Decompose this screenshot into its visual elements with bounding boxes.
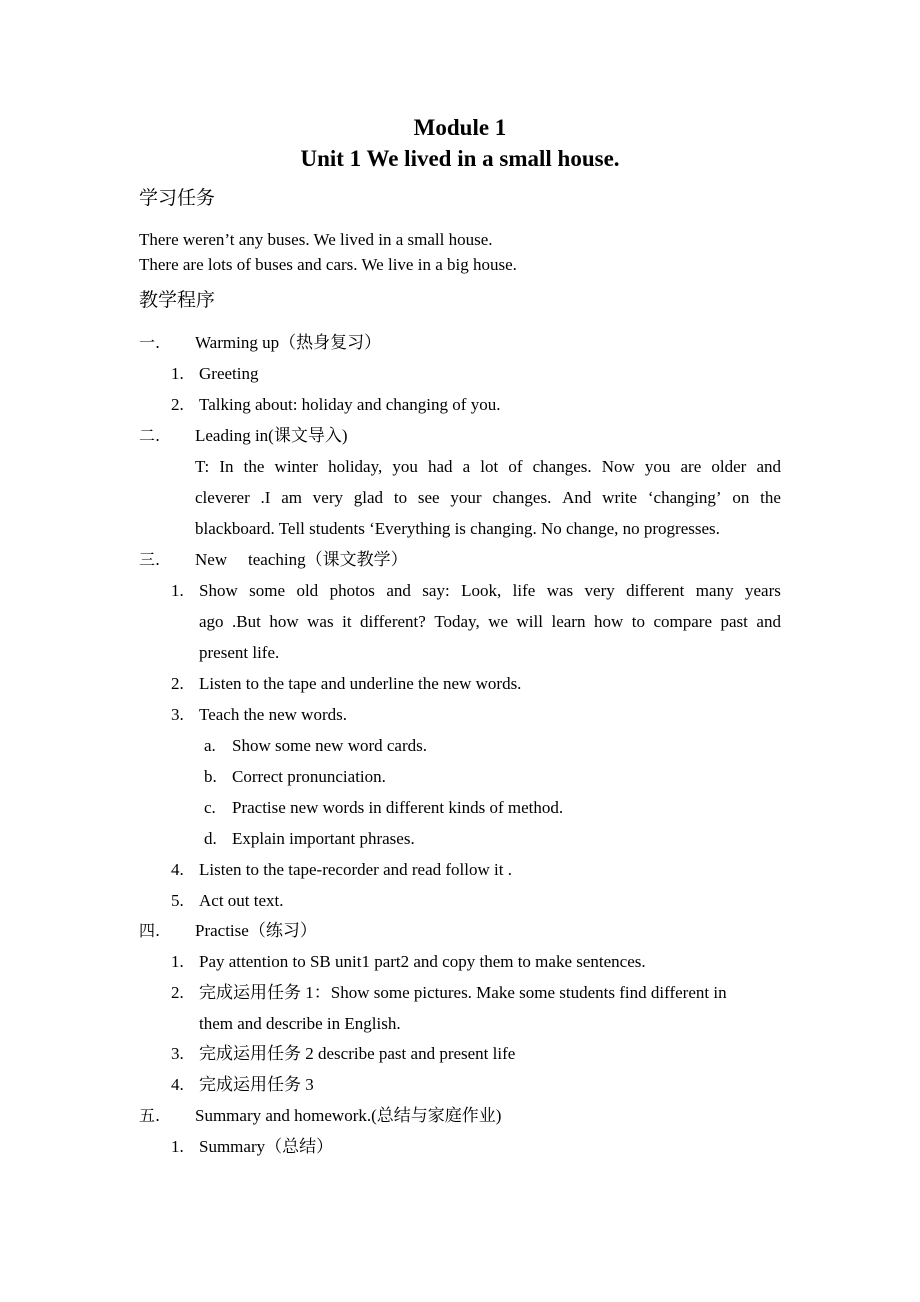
paragraph-line: blackboard. Tell students ‘Everything is changing. No change, no progresses. (195, 519, 720, 538)
section-marker: 三. (139, 550, 161, 569)
word: glad (353, 488, 384, 507)
list-item: 完成运用任务 3 (199, 1075, 314, 1094)
word: will (516, 612, 543, 631)
word: old (296, 581, 319, 600)
item-number: 2. (171, 395, 184, 414)
list-item: Summary（总结） (199, 1137, 334, 1156)
word: how (269, 612, 299, 631)
word: years (744, 581, 781, 600)
list-item-line: them and describe in English. (199, 1014, 401, 1033)
item-number: 3. (171, 1044, 184, 1063)
item-number: 3. (171, 705, 184, 724)
sub-item: Correct pronunciation. (232, 767, 386, 786)
list-item: Teach the new words. (199, 705, 347, 724)
word: are (680, 457, 702, 476)
section-title-part: New (195, 550, 228, 569)
word: write (602, 488, 638, 507)
word: past (720, 612, 748, 631)
section-marker: 五. (139, 1106, 161, 1125)
paragraph-line (195, 455, 781, 479)
word: Show (199, 581, 238, 600)
word: very (584, 581, 615, 600)
procedure-heading: 教学程序 (139, 289, 216, 311)
section-title: Leading in(课文导入) (195, 426, 348, 445)
list-item: Act out text. (199, 891, 284, 910)
section-marker: 二. (139, 426, 161, 445)
word: you (392, 457, 418, 476)
list-item: Listen to the tape and underline the new words. (199, 674, 522, 693)
item-number: 5. (171, 891, 184, 910)
word: some (249, 581, 286, 600)
word: learn (551, 612, 586, 631)
word: see (417, 488, 440, 507)
item-number: 4. (171, 860, 184, 879)
section-marker: 一. (139, 333, 161, 352)
section-title: Practise（练习） (195, 921, 317, 940)
sub-item: Explain important phrases. (232, 829, 415, 848)
sub-item-letter: b. (204, 767, 217, 786)
word: winter (274, 457, 318, 476)
word: you (644, 457, 671, 476)
word: In (219, 457, 234, 476)
list-item-line (199, 610, 781, 634)
word: am (281, 488, 302, 507)
word: life (512, 581, 536, 600)
list-item-line (199, 579, 781, 603)
word: Today, (434, 612, 480, 631)
word: we (488, 612, 509, 631)
word: Now (601, 457, 635, 476)
word: and (386, 581, 411, 600)
word: to (393, 488, 408, 507)
word: holiday, (328, 457, 383, 476)
item-number: 1. (171, 1137, 184, 1156)
item-number: 2. (171, 674, 184, 693)
section-title-part: teaching（课文教学） (248, 550, 408, 569)
word: ‘changing’ (647, 488, 722, 507)
word: compare (653, 612, 713, 631)
sub-item: Show some new word cards. (232, 736, 427, 755)
sub-item-letter: a. (204, 736, 216, 755)
list-item-line: present life. (199, 643, 280, 662)
task-line: There weren’t any buses. We lived in a small house. (139, 230, 493, 249)
word: very (312, 488, 343, 507)
word: cleverer (195, 488, 250, 507)
word: T: (195, 457, 210, 476)
word: Look, (461, 581, 502, 600)
list-item: Talking about: holiday and changing of you. (199, 395, 501, 414)
paragraph-line (195, 486, 781, 510)
section-title: Warming up（热身复习） (195, 333, 382, 352)
sub-item-letter: d. (204, 829, 217, 848)
word: to (631, 612, 645, 631)
word: was (546, 581, 574, 600)
list-item: Pay attention to SB unit1 part2 and copy them to make sentences. (199, 952, 646, 971)
word: different (626, 581, 685, 600)
word: say: (422, 581, 450, 600)
word: lot (480, 457, 499, 476)
section-marker: 四. (139, 921, 161, 940)
list-item: 完成运用任务 2 describe past and present life (199, 1044, 516, 1063)
sub-item: Practise new words in different kinds of method. (232, 798, 564, 817)
word: it (342, 612, 352, 631)
word: of (508, 457, 523, 476)
task-line: There are lots of buses and cars. We live in a big house. (139, 255, 517, 274)
word: was (307, 612, 334, 631)
word: and (756, 457, 781, 476)
list-item-line: 完成运用任务 1：Show some pictures. Make some students find different in (199, 983, 727, 1002)
word: a (462, 457, 471, 476)
unit-title: Unit 1 We lived in a small house. (300, 146, 620, 171)
word: how (593, 612, 624, 631)
word: photos (329, 581, 375, 600)
item-number: 1. (171, 364, 184, 383)
word: .But (232, 612, 261, 631)
word: .I (260, 488, 271, 507)
item-number: 1. (171, 952, 184, 971)
word: many (695, 581, 734, 600)
item-number: 2. (171, 983, 184, 1002)
word: And (562, 488, 592, 507)
word: older (711, 457, 747, 476)
word: ago (199, 612, 224, 631)
item-number: 1. (171, 581, 184, 600)
word: different? (360, 612, 426, 631)
word: and (756, 612, 781, 631)
word: changes. (492, 488, 552, 507)
sub-item-letter: c. (204, 798, 216, 817)
list-item: Listen to the tape-recorder and read follow it . (199, 860, 512, 879)
item-number: 4. (171, 1075, 184, 1094)
section-title: Summary and homework.(总结与家庭作业) (195, 1106, 502, 1125)
module-title: Module 1 (413, 115, 507, 140)
word: the (760, 488, 781, 507)
list-item: Greeting (199, 364, 259, 383)
word: on (732, 488, 750, 507)
tasks-heading: 学习任务 (139, 187, 216, 209)
word: the (243, 457, 265, 476)
word: your (450, 488, 482, 507)
word: had (427, 457, 453, 476)
word: changes. (532, 457, 592, 476)
